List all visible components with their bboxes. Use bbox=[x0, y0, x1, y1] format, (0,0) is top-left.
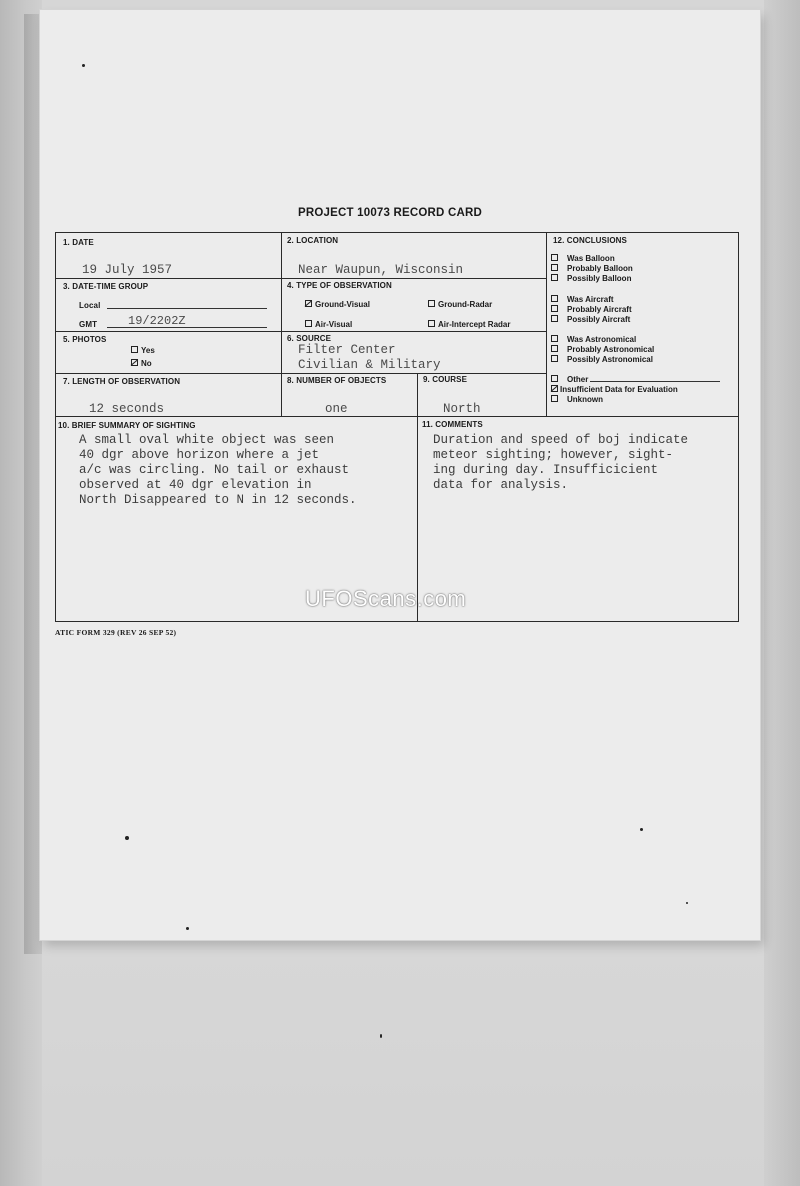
option-ground-radar[interactable] bbox=[428, 300, 492, 309]
dust-speck bbox=[125, 836, 129, 840]
divider-col2 bbox=[546, 232, 547, 417]
checkbox-photos-yes[interactable] bbox=[131, 346, 138, 353]
dust-speck bbox=[640, 828, 643, 831]
card-border-bottom bbox=[55, 621, 739, 622]
source-line-2: Civilian & Military bbox=[298, 358, 441, 372]
conclusion-group-aircraft bbox=[551, 295, 632, 325]
checkbox-ground-visual[interactable] bbox=[305, 300, 312, 307]
checkbox-unknown[interactable] bbox=[551, 395, 558, 402]
checkbox-probably-aircraft[interactable] bbox=[551, 305, 558, 312]
conclusion-other-label: Other bbox=[567, 375, 589, 384]
brief-summary-line-5: North Disappeared to N in 12 seconds. bbox=[79, 493, 357, 507]
conclusion-possibly-astronomical[interactable] bbox=[551, 355, 654, 365]
checkbox-possibly-aircraft[interactable] bbox=[551, 315, 558, 322]
course-label: 9. COURSE bbox=[423, 375, 468, 384]
conclusion-was-aircraft-label: Was Aircraft bbox=[567, 295, 614, 304]
conclusion-unknown[interactable] bbox=[551, 395, 720, 405]
card-title: PROJECT 10073 RECORD CARD bbox=[298, 207, 482, 219]
conclusion-was-aircraft[interactable] bbox=[551, 295, 632, 305]
brief-summary-line-4: observed at 40 dgr elevation in bbox=[79, 478, 312, 492]
checkbox-probably-astronomical[interactable] bbox=[551, 345, 558, 352]
conclusion-group-balloon bbox=[551, 254, 633, 284]
conclusion-was-astronomical[interactable] bbox=[551, 335, 654, 345]
conclusion-insufficient-data[interactable] bbox=[551, 385, 720, 395]
date-label: 1. DATE bbox=[63, 238, 94, 247]
conclusion-group-astronomical bbox=[551, 335, 654, 365]
local-underline bbox=[107, 308, 267, 309]
conclusion-possibly-aircraft[interactable] bbox=[551, 315, 632, 325]
dust-speck bbox=[82, 64, 85, 67]
option-air-intercept-radar[interactable] bbox=[428, 320, 510, 329]
brief-summary-line-2: 40 dgr above horizon where a jet bbox=[79, 448, 320, 462]
type-of-observation-label: 4. TYPE OF OBSERVATION bbox=[287, 281, 392, 290]
option-ground-visual-label: Ground-Visual bbox=[315, 300, 370, 309]
conclusion-possibly-aircraft-label: Possibly Aircraft bbox=[567, 315, 631, 324]
photos-label: 5. PHOTOS bbox=[63, 335, 107, 344]
checkbox-air-visual[interactable] bbox=[305, 320, 312, 327]
checkbox-air-intercept-radar[interactable] bbox=[428, 320, 435, 327]
conclusions-label: 12. CONCLUSIONS bbox=[553, 236, 627, 245]
brief-summary-line-1: A small oval white object was seen bbox=[79, 433, 335, 447]
comments-line-2: meteor sighting; however, sight- bbox=[433, 448, 674, 462]
dust-speck bbox=[186, 927, 189, 930]
conclusion-unknown-label: Unknown bbox=[567, 395, 603, 404]
record-card bbox=[55, 232, 739, 622]
checkbox-insufficient-data[interactable] bbox=[551, 385, 558, 392]
comments-line-4: data for analysis. bbox=[433, 478, 569, 492]
option-photos-no-label: No bbox=[141, 359, 152, 368]
brief-summary-line-3: a/c was circling. No tail or exhaust bbox=[79, 463, 350, 477]
divider-col-course bbox=[417, 373, 418, 622]
card-border-right bbox=[738, 232, 739, 622]
number-of-objects-value: one bbox=[325, 402, 348, 416]
checkbox-ground-radar[interactable] bbox=[428, 300, 435, 307]
conclusion-possibly-balloon-label: Possibly Balloon bbox=[567, 274, 632, 283]
conclusion-possibly-balloon[interactable] bbox=[551, 274, 633, 284]
gmt-value: 19/2202Z bbox=[128, 314, 186, 328]
checkbox-was-aircraft[interactable] bbox=[551, 295, 558, 302]
location-value: Near Waupun, Wisconsin bbox=[298, 263, 464, 277]
conclusion-other[interactable] bbox=[551, 375, 720, 385]
length-of-observation-label: 7. LENGTH OF OBSERVATION bbox=[63, 377, 181, 386]
card-border-top bbox=[55, 232, 739, 233]
course-value: North bbox=[443, 402, 481, 416]
datetime-group-label: 3. DATE-TIME GROUP bbox=[63, 282, 149, 291]
conclusion-probably-aircraft-label: Probably Aircraft bbox=[567, 305, 632, 314]
checkbox-was-astronomical[interactable] bbox=[551, 335, 558, 342]
divider-row3 bbox=[55, 373, 546, 374]
conclusion-probably-aircraft[interactable] bbox=[551, 305, 632, 315]
option-photos-yes[interactable] bbox=[131, 346, 155, 355]
conclusion-was-astronomical-label: Was Astronomical bbox=[567, 335, 637, 344]
gmt-label: GMT bbox=[79, 320, 98, 329]
conclusion-insufficient-data-label: Insufficient Data for Evaluation bbox=[560, 385, 678, 394]
comments-label: 11. COMMENTS bbox=[422, 420, 483, 429]
source-label: 6. SOURCE bbox=[287, 334, 332, 343]
option-photos-yes-label: Yes bbox=[141, 346, 155, 355]
card-border-left bbox=[55, 232, 56, 622]
comments-line-3: ing during day. Insufficicient bbox=[433, 463, 659, 477]
date-value: 19 July 1957 bbox=[82, 263, 173, 277]
checkbox-other[interactable] bbox=[551, 375, 558, 382]
option-air-visual[interactable] bbox=[305, 320, 352, 329]
checkbox-photos-no[interactable] bbox=[131, 359, 138, 366]
divider-row1 bbox=[55, 278, 546, 279]
option-photos-no[interactable] bbox=[131, 359, 152, 368]
watermark: UFOScans.com bbox=[305, 586, 467, 611]
conclusion-probably-balloon[interactable] bbox=[551, 264, 633, 274]
other-underline bbox=[590, 375, 720, 382]
checkbox-possibly-astronomical[interactable] bbox=[551, 355, 558, 362]
option-ground-radar-label: Ground-Radar bbox=[438, 300, 493, 309]
divider-row4 bbox=[55, 416, 739, 417]
form-identifier: ATIC FORM 329 (REV 26 SEP 52) bbox=[55, 628, 177, 637]
scan-right-shadow bbox=[764, 0, 800, 1186]
conclusion-probably-astronomical-label: Probably Astronomical bbox=[567, 345, 655, 354]
checkbox-was-balloon[interactable] bbox=[551, 254, 558, 261]
checkbox-probably-balloon[interactable] bbox=[551, 264, 558, 271]
conclusion-probably-astronomical[interactable] bbox=[551, 345, 654, 355]
checkbox-possibly-balloon[interactable] bbox=[551, 274, 558, 281]
conclusion-possibly-astronomical-label: Possibly Astronomical bbox=[567, 355, 653, 364]
option-ground-visual[interactable] bbox=[305, 300, 370, 309]
location-label: 2. LOCATION bbox=[287, 236, 339, 245]
option-air-visual-label: Air-Visual bbox=[315, 320, 353, 329]
number-of-objects-label: 8. NUMBER OF OBJECTS bbox=[287, 376, 387, 385]
dust-speck bbox=[380, 1034, 382, 1038]
conclusion-was-balloon[interactable] bbox=[551, 254, 633, 264]
length-of-observation-value: 12 seconds bbox=[89, 402, 165, 416]
source-line-1: Filter Center bbox=[298, 343, 396, 357]
conclusion-was-balloon-label: Was Balloon bbox=[567, 254, 615, 263]
divider-col1 bbox=[281, 232, 282, 417]
dust-speck bbox=[686, 902, 688, 904]
divider-row2 bbox=[55, 331, 546, 332]
conclusion-group-other bbox=[551, 375, 720, 405]
option-air-intercept-radar-label: Air-Intercept Radar bbox=[438, 320, 511, 329]
conclusion-probably-balloon-label: Probably Balloon bbox=[567, 264, 633, 273]
local-label: Local bbox=[79, 301, 101, 310]
brief-summary-label: 10. BRIEF SUMMARY OF SIGHTING bbox=[58, 421, 196, 430]
comments-line-1: Duration and speed of boj indicate bbox=[433, 433, 689, 447]
